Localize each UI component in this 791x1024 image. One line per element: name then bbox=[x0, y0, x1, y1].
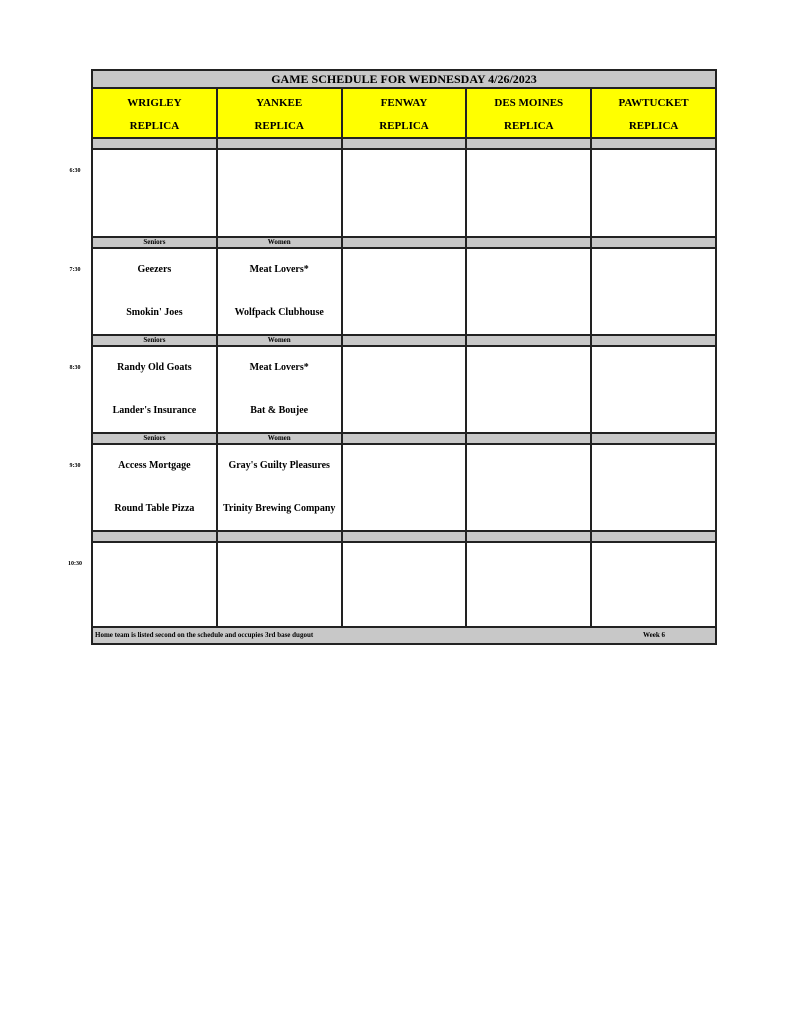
division-bar bbox=[93, 334, 715, 347]
game-cell bbox=[218, 249, 343, 335]
field-header bbox=[592, 89, 715, 139]
away-team: Randy Old Goats bbox=[117, 362, 192, 373]
home-team-note: Home team is listed second on the schedule and occupies 3rd base dugout bbox=[95, 631, 314, 639]
field-sub: REPLICA bbox=[254, 120, 304, 132]
time-label: 9:30 bbox=[69, 463, 81, 469]
division-label bbox=[592, 137, 715, 150]
division-label bbox=[467, 530, 592, 543]
field-header bbox=[93, 89, 218, 139]
field-sub: REPLICA bbox=[504, 120, 554, 132]
game-cell bbox=[467, 150, 592, 236]
away-team: Geezers bbox=[137, 264, 172, 275]
game-slot-row bbox=[93, 150, 715, 236]
week-label: Week 6 bbox=[643, 631, 665, 639]
division-label bbox=[592, 432, 715, 445]
away-team: Gray's Guilty Pleasures bbox=[228, 460, 330, 471]
game-cell bbox=[218, 543, 343, 629]
game-cell bbox=[93, 150, 218, 236]
division-label bbox=[467, 432, 592, 445]
away-team: Meat Lovers* bbox=[249, 264, 309, 275]
division-label bbox=[343, 530, 468, 543]
away-team: Meat Lovers* bbox=[249, 362, 309, 373]
game-cell bbox=[218, 150, 343, 236]
field-name: DES MOINES bbox=[494, 97, 564, 109]
field-header bbox=[218, 89, 343, 139]
field-header bbox=[343, 89, 468, 139]
division-label: Seniors bbox=[93, 334, 218, 347]
game-cell bbox=[467, 347, 592, 433]
division-label: Women bbox=[218, 432, 343, 445]
division-label bbox=[467, 334, 592, 347]
game-slot-row bbox=[93, 445, 715, 531]
away-team: Access Mortgage bbox=[118, 460, 191, 471]
game-cell bbox=[467, 543, 592, 629]
game-cell bbox=[343, 249, 468, 335]
home-team: Lander's Insurance bbox=[112, 405, 197, 416]
division-label bbox=[343, 432, 468, 445]
division-label bbox=[592, 236, 715, 249]
division-label bbox=[592, 530, 715, 543]
division-label bbox=[93, 137, 218, 150]
game-cell bbox=[218, 347, 343, 433]
game-slot-row bbox=[93, 347, 715, 433]
field-name: WRIGLEY bbox=[127, 97, 182, 109]
home-team: Smokin' Joes bbox=[126, 307, 183, 318]
division-label: Women bbox=[218, 334, 343, 347]
field-name: PAWTUCKET bbox=[618, 97, 689, 109]
game-cell bbox=[467, 445, 592, 531]
division-bar bbox=[93, 432, 715, 445]
game-cell bbox=[93, 249, 218, 335]
division-bar bbox=[93, 137, 715, 150]
division-label: Seniors bbox=[93, 432, 218, 445]
field-name: FENWAY bbox=[380, 97, 428, 109]
field-sub: REPLICA bbox=[628, 120, 679, 132]
game-cell bbox=[343, 347, 468, 433]
division-label bbox=[343, 236, 468, 249]
field-name: YANKEE bbox=[256, 97, 303, 109]
game-cell bbox=[467, 249, 592, 335]
game-cell bbox=[592, 150, 715, 236]
game-cell bbox=[592, 249, 715, 335]
home-team: Bat & Boujee bbox=[250, 405, 309, 416]
field-header-row bbox=[93, 89, 715, 139]
game-cell bbox=[93, 347, 218, 433]
time-label: 6:30 bbox=[69, 168, 81, 174]
division-label bbox=[218, 137, 343, 150]
division-label: Women bbox=[218, 236, 343, 249]
game-cell bbox=[343, 543, 468, 629]
division-label bbox=[343, 334, 468, 347]
time-label: 7:30 bbox=[69, 267, 81, 273]
field-sub: REPLICA bbox=[129, 120, 180, 132]
game-cell bbox=[93, 543, 218, 629]
field-header bbox=[467, 89, 592, 139]
game-cell bbox=[592, 445, 715, 531]
division-label bbox=[218, 530, 343, 543]
home-team: Wolfpack Clubhouse bbox=[234, 307, 324, 318]
home-team: Round Table Pizza bbox=[114, 503, 195, 514]
division-bar bbox=[93, 530, 715, 543]
game-cell bbox=[592, 347, 715, 433]
game-cell bbox=[343, 150, 468, 236]
division-label bbox=[467, 137, 592, 150]
schedule-title: GAME SCHEDULE FOR WEDNESDAY 4/26/2023 bbox=[93, 71, 715, 89]
game-slot-row bbox=[93, 543, 715, 629]
division-label bbox=[343, 137, 468, 150]
division-label bbox=[592, 334, 715, 347]
division-label: Seniors bbox=[93, 236, 218, 249]
game-cell bbox=[218, 445, 343, 531]
time-label: 10:30 bbox=[68, 561, 82, 567]
game-cell bbox=[93, 445, 218, 531]
division-label bbox=[467, 236, 592, 249]
game-cell bbox=[592, 543, 715, 629]
game-cell bbox=[343, 445, 468, 531]
home-team: Trinity Brewing Company bbox=[222, 503, 336, 514]
game-slot-row bbox=[93, 249, 715, 335]
division-label bbox=[93, 530, 218, 543]
schedule-footer bbox=[93, 626, 715, 643]
schedule-table bbox=[91, 69, 717, 645]
field-sub: REPLICA bbox=[379, 120, 429, 132]
time-label: 8:30 bbox=[69, 365, 81, 371]
division-bar bbox=[93, 236, 715, 249]
